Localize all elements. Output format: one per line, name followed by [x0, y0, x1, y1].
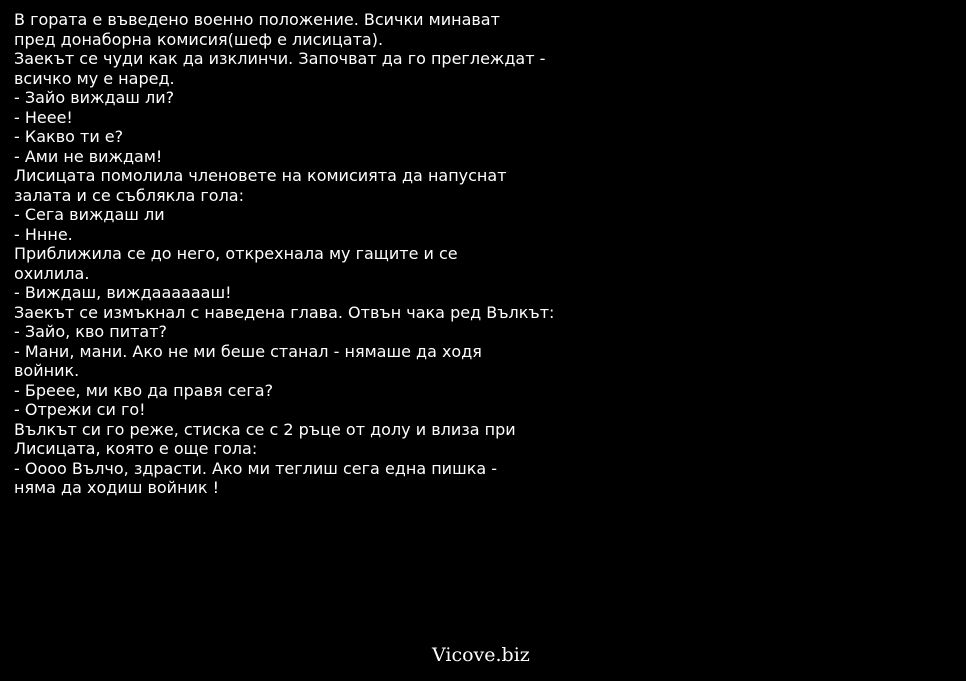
joke-line: - Ами не виждам!	[14, 146, 163, 166]
joke-line: - Отрежи си го!	[14, 400, 146, 419]
joke-line: войник.	[14, 361, 80, 380]
joke-line: Заекът се измъкнал с наведена глава. Отвън чака ред Вълкът:	[14, 302, 555, 322]
joke-line: - Мани, мани. Ако не ми беше станал - нямаше да ходя	[14, 341, 482, 361]
joke-line: всичко му е наред.	[14, 68, 175, 88]
joke-line: Лисицата, която е още гола:	[14, 439, 258, 458]
joke-text-block	[14, 10, 614, 498]
joke-line: Приближила се до него, открехнала му гащите и се	[14, 244, 458, 263]
joke-line: - Зайо, кво питат?	[14, 322, 168, 341]
joke-line: - Оооо Вълчо, здрасти. Ако ми теглиш сега една пишка -	[14, 458, 498, 478]
watermark-text: Vicove.biz	[432, 644, 530, 666]
joke-line: охилила.	[14, 263, 90, 283]
joke-line: - Виждаш, виждааааааш!	[14, 283, 232, 302]
joke-line: - Сега виждаш ли	[14, 205, 165, 224]
joke-line: - Ннне.	[14, 224, 73, 244]
joke-line: - Какво ти е?	[14, 127, 124, 146]
joke-line: Заекът се чуди как да изклинчи. Започват да го преглеждат -	[14, 49, 546, 68]
joke-line: Лисицата помолила членовете на комисията да напуснат	[14, 166, 507, 185]
joke-line: залата и се съблякла гола:	[14, 185, 244, 205]
joke-line: - Неее!	[14, 107, 73, 127]
joke-line: - Брееe, ми кво да правя сега?	[14, 380, 274, 400]
joke-line: няма да ходиш войник !	[14, 478, 220, 497]
joke-line: Вълкът си го реже, стиска се с 2 ръце от долу и влиза при	[14, 419, 516, 439]
joke-line: пред донаборна комисия(шеф е лисицата).	[14, 29, 384, 49]
joke-line: - Зайо виждаш ли?	[14, 88, 175, 107]
joke-line: В гората е въведено военно положение. Всички минават	[14, 10, 500, 29]
